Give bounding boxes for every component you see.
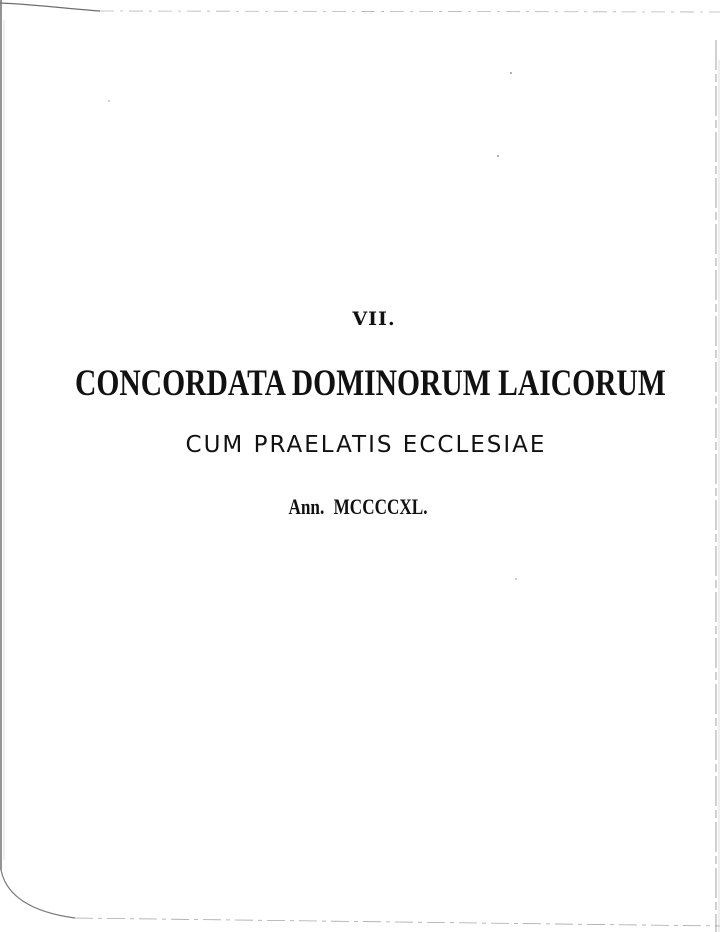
scan-speck [515, 578, 517, 580]
scan-speck [108, 100, 110, 102]
date-prefix: Ann. [288, 494, 325, 519]
scan-border-top-left-curl [0, 3, 100, 11]
scan-speck [510, 72, 512, 74]
scan-border-bottom-edge [75, 918, 720, 926]
document-subtitle: CUM PRAELATIS ECCLESIAE [185, 432, 547, 458]
section-number: VII. [352, 308, 396, 330]
scan-border-bottom-left-curl [1, 870, 75, 918]
date-year: MCCCCXL. [333, 494, 428, 519]
date-line [77, 494, 639, 520]
scan-border-top-edge [100, 11, 720, 12]
document-title: CONCORDATA DOMINORUM LAICORUM [75, 363, 666, 404]
scan-speck [497, 155, 499, 157]
